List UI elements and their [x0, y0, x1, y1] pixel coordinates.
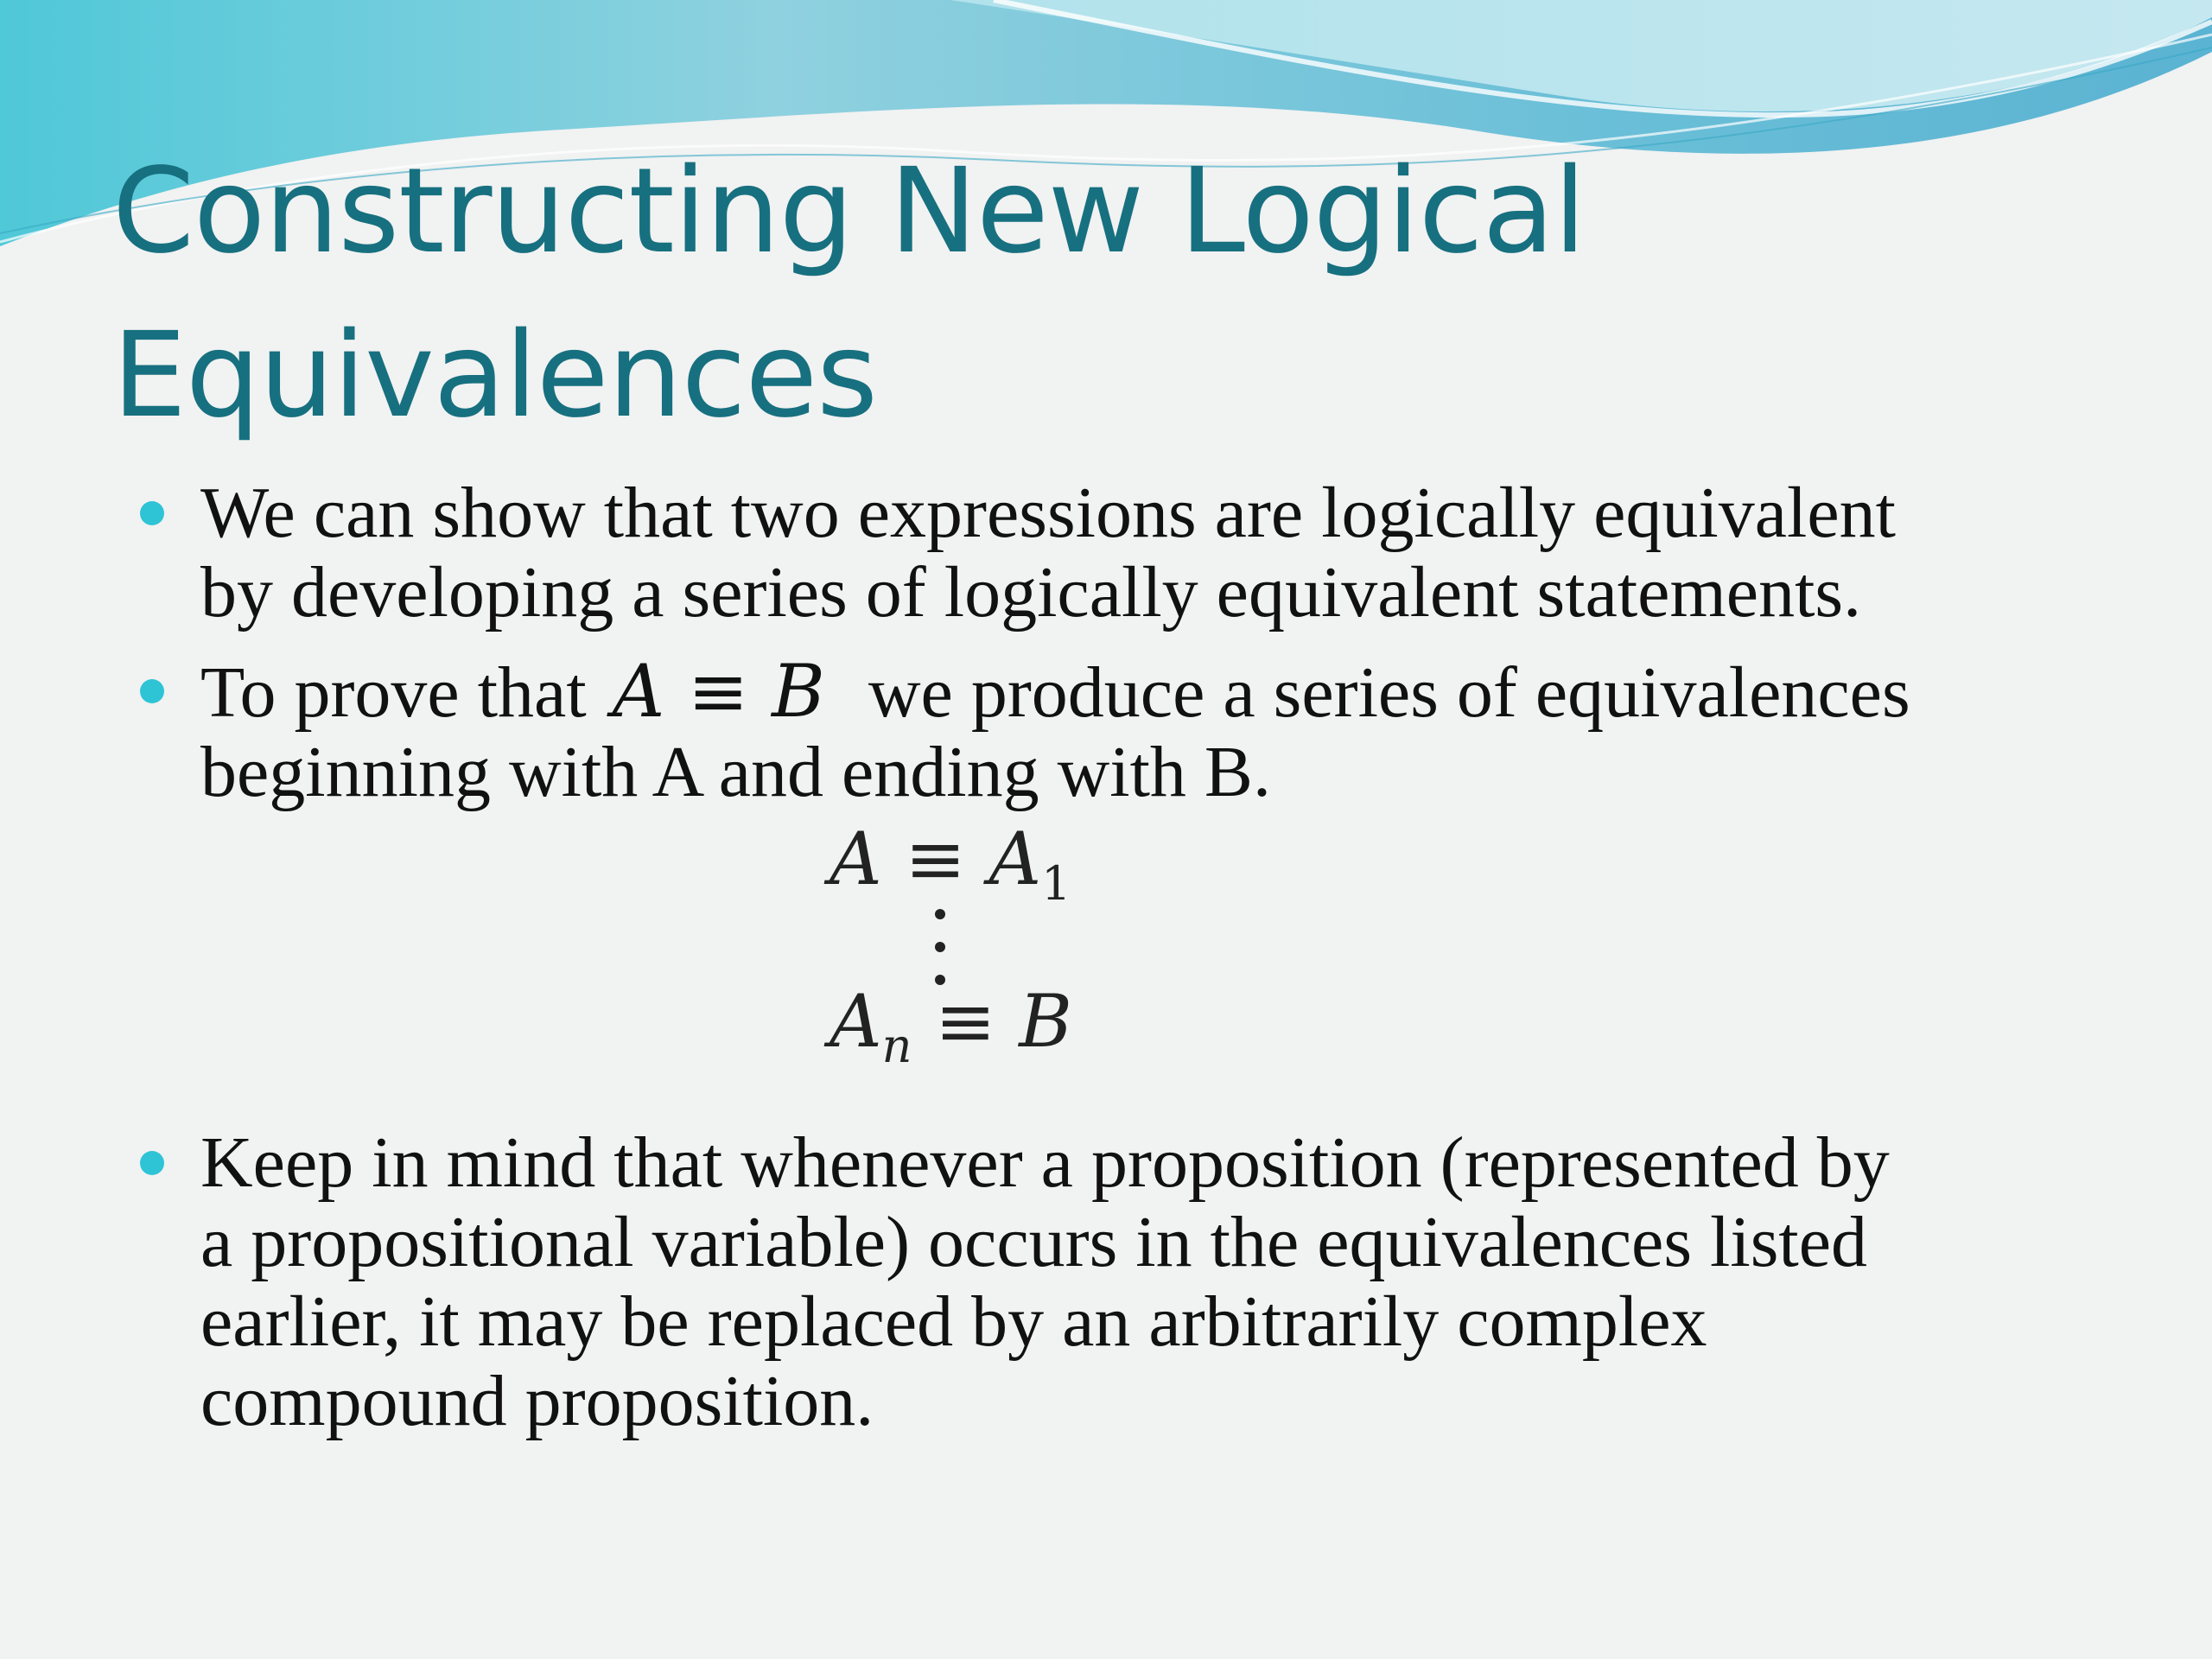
slide-title-line-2: Equivalences	[112, 308, 878, 444]
bullet-dot-icon	[140, 679, 164, 703]
bullet-3-line-2: a propositional variable) occurs in the equivalences listed	[200, 1202, 1868, 1282]
slide-title	[112, 130, 2013, 458]
derivation-first-operator: ≡	[905, 817, 966, 901]
derivation-last-step	[830, 980, 1072, 1088]
math-operator: ≡	[688, 649, 749, 734]
derivation-last-right: B	[1019, 979, 1072, 1064]
bullet-2-line-1	[200, 649, 2119, 734]
bullet-dot-icon	[140, 501, 164, 525]
derivation-first-right-subscript: 1	[1041, 856, 1071, 911]
bullet-3-line-1: Keep in mind that whenever a proposition (represented by	[200, 1122, 1890, 1203]
bullet-2-prefix: To prove that	[200, 652, 587, 733]
bullet-3-line-4: compound proposition.	[200, 1361, 874, 1441]
derivation-first-left: A	[830, 817, 882, 901]
math-left: A	[612, 649, 665, 734]
bullet-2-line-2: beginning with A and ending with B.	[200, 732, 1271, 812]
inline-math-equivalence	[612, 649, 825, 734]
slide-title-line-1: Constructing New Logical	[112, 143, 1586, 280]
bullet-3-line-3: earlier, it may be replaced by an arbitrarily complex	[200, 1281, 1707, 1362]
derivation-last-operator: ≡	[935, 979, 996, 1064]
bullet-item-1	[200, 474, 2119, 632]
bullet-2-suffix: we produce a series of equivalences	[868, 652, 1910, 733]
bullet-item-3	[200, 1123, 2119, 1441]
equivalence-derivation	[830, 817, 1175, 1077]
derivation-last-left: A	[830, 979, 882, 1064]
bullet-dot-icon	[140, 1151, 164, 1175]
bullet-1-line-2: by developing a series of logically equivalent statements.	[200, 552, 1862, 632]
bullet-item-2	[200, 649, 2119, 812]
bullet-1-line-1: We can show that two expressions are logically equivalent	[200, 473, 1896, 553]
derivation-first-step	[830, 817, 1071, 925]
math-right: B	[772, 649, 825, 734]
vertical-ellipsis-icon	[935, 904, 945, 990]
derivation-last-left-subscript: n	[881, 1019, 912, 1073]
derivation-first-right: A	[988, 817, 1042, 901]
